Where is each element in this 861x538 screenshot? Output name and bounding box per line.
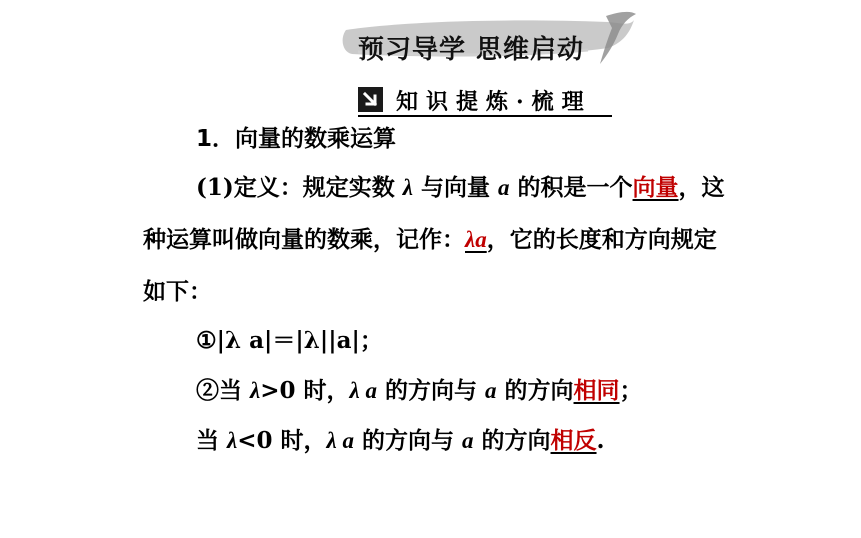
text-span: ； (619, 377, 643, 404)
text-span: 当 (196, 427, 228, 454)
section-subheader (358, 82, 612, 118)
text-span: <0 时， (237, 427, 327, 454)
text-span: (1)定义：规定实数 (196, 174, 403, 201)
rule-2 (196, 376, 643, 406)
rule-1: ①|λ a|＝|λ||a|； (196, 327, 383, 354)
definition-line-3: 如下： (143, 278, 212, 305)
text-span: >0 时， (260, 377, 350, 404)
lambda-symbol: λ (227, 428, 238, 453)
definition-line-1 (196, 173, 725, 203)
answer-same: 相同 (573, 377, 620, 404)
text-span: 的方向与 (354, 427, 463, 454)
text-span: ，它的长度和方向规定 (486, 226, 717, 253)
text-span: . (596, 427, 605, 454)
definition-line-2 (143, 225, 717, 255)
text-span: 的方向 (473, 427, 551, 454)
lambda-a: λ a (349, 378, 377, 403)
text-span: 的方向 (496, 377, 574, 404)
lambda-a: λ a (326, 428, 354, 453)
subheader-underline (358, 115, 612, 117)
lambda-symbol: λ (250, 378, 261, 403)
answer-lambda-a: λa (465, 227, 487, 252)
text-span: 的方向与 (377, 377, 486, 404)
text-span: 的积是一个 (509, 174, 633, 201)
text-span: ②当 (196, 377, 251, 404)
rule-3 (196, 426, 605, 456)
lambda-symbol: λ (402, 175, 413, 200)
answer-opposite: 相反 (550, 427, 597, 454)
banner (338, 8, 638, 70)
arrow-down-right-icon (358, 87, 383, 112)
subheader-title: 知识提炼·梳理 (396, 89, 592, 115)
vector-a: a (498, 175, 510, 200)
banner-title: 预习导学 思维启动 (358, 35, 585, 65)
text-span: ，这 (678, 174, 725, 201)
vector-a: a (485, 378, 497, 403)
answer-vector: 向量 (632, 174, 679, 201)
vector-a: a (462, 428, 474, 453)
text-span: 与向量 (413, 174, 499, 201)
section-title: 1．向量的数乘运算 (196, 126, 397, 152)
text-span: 种运算叫做向量的数乘，记作： (143, 226, 465, 253)
